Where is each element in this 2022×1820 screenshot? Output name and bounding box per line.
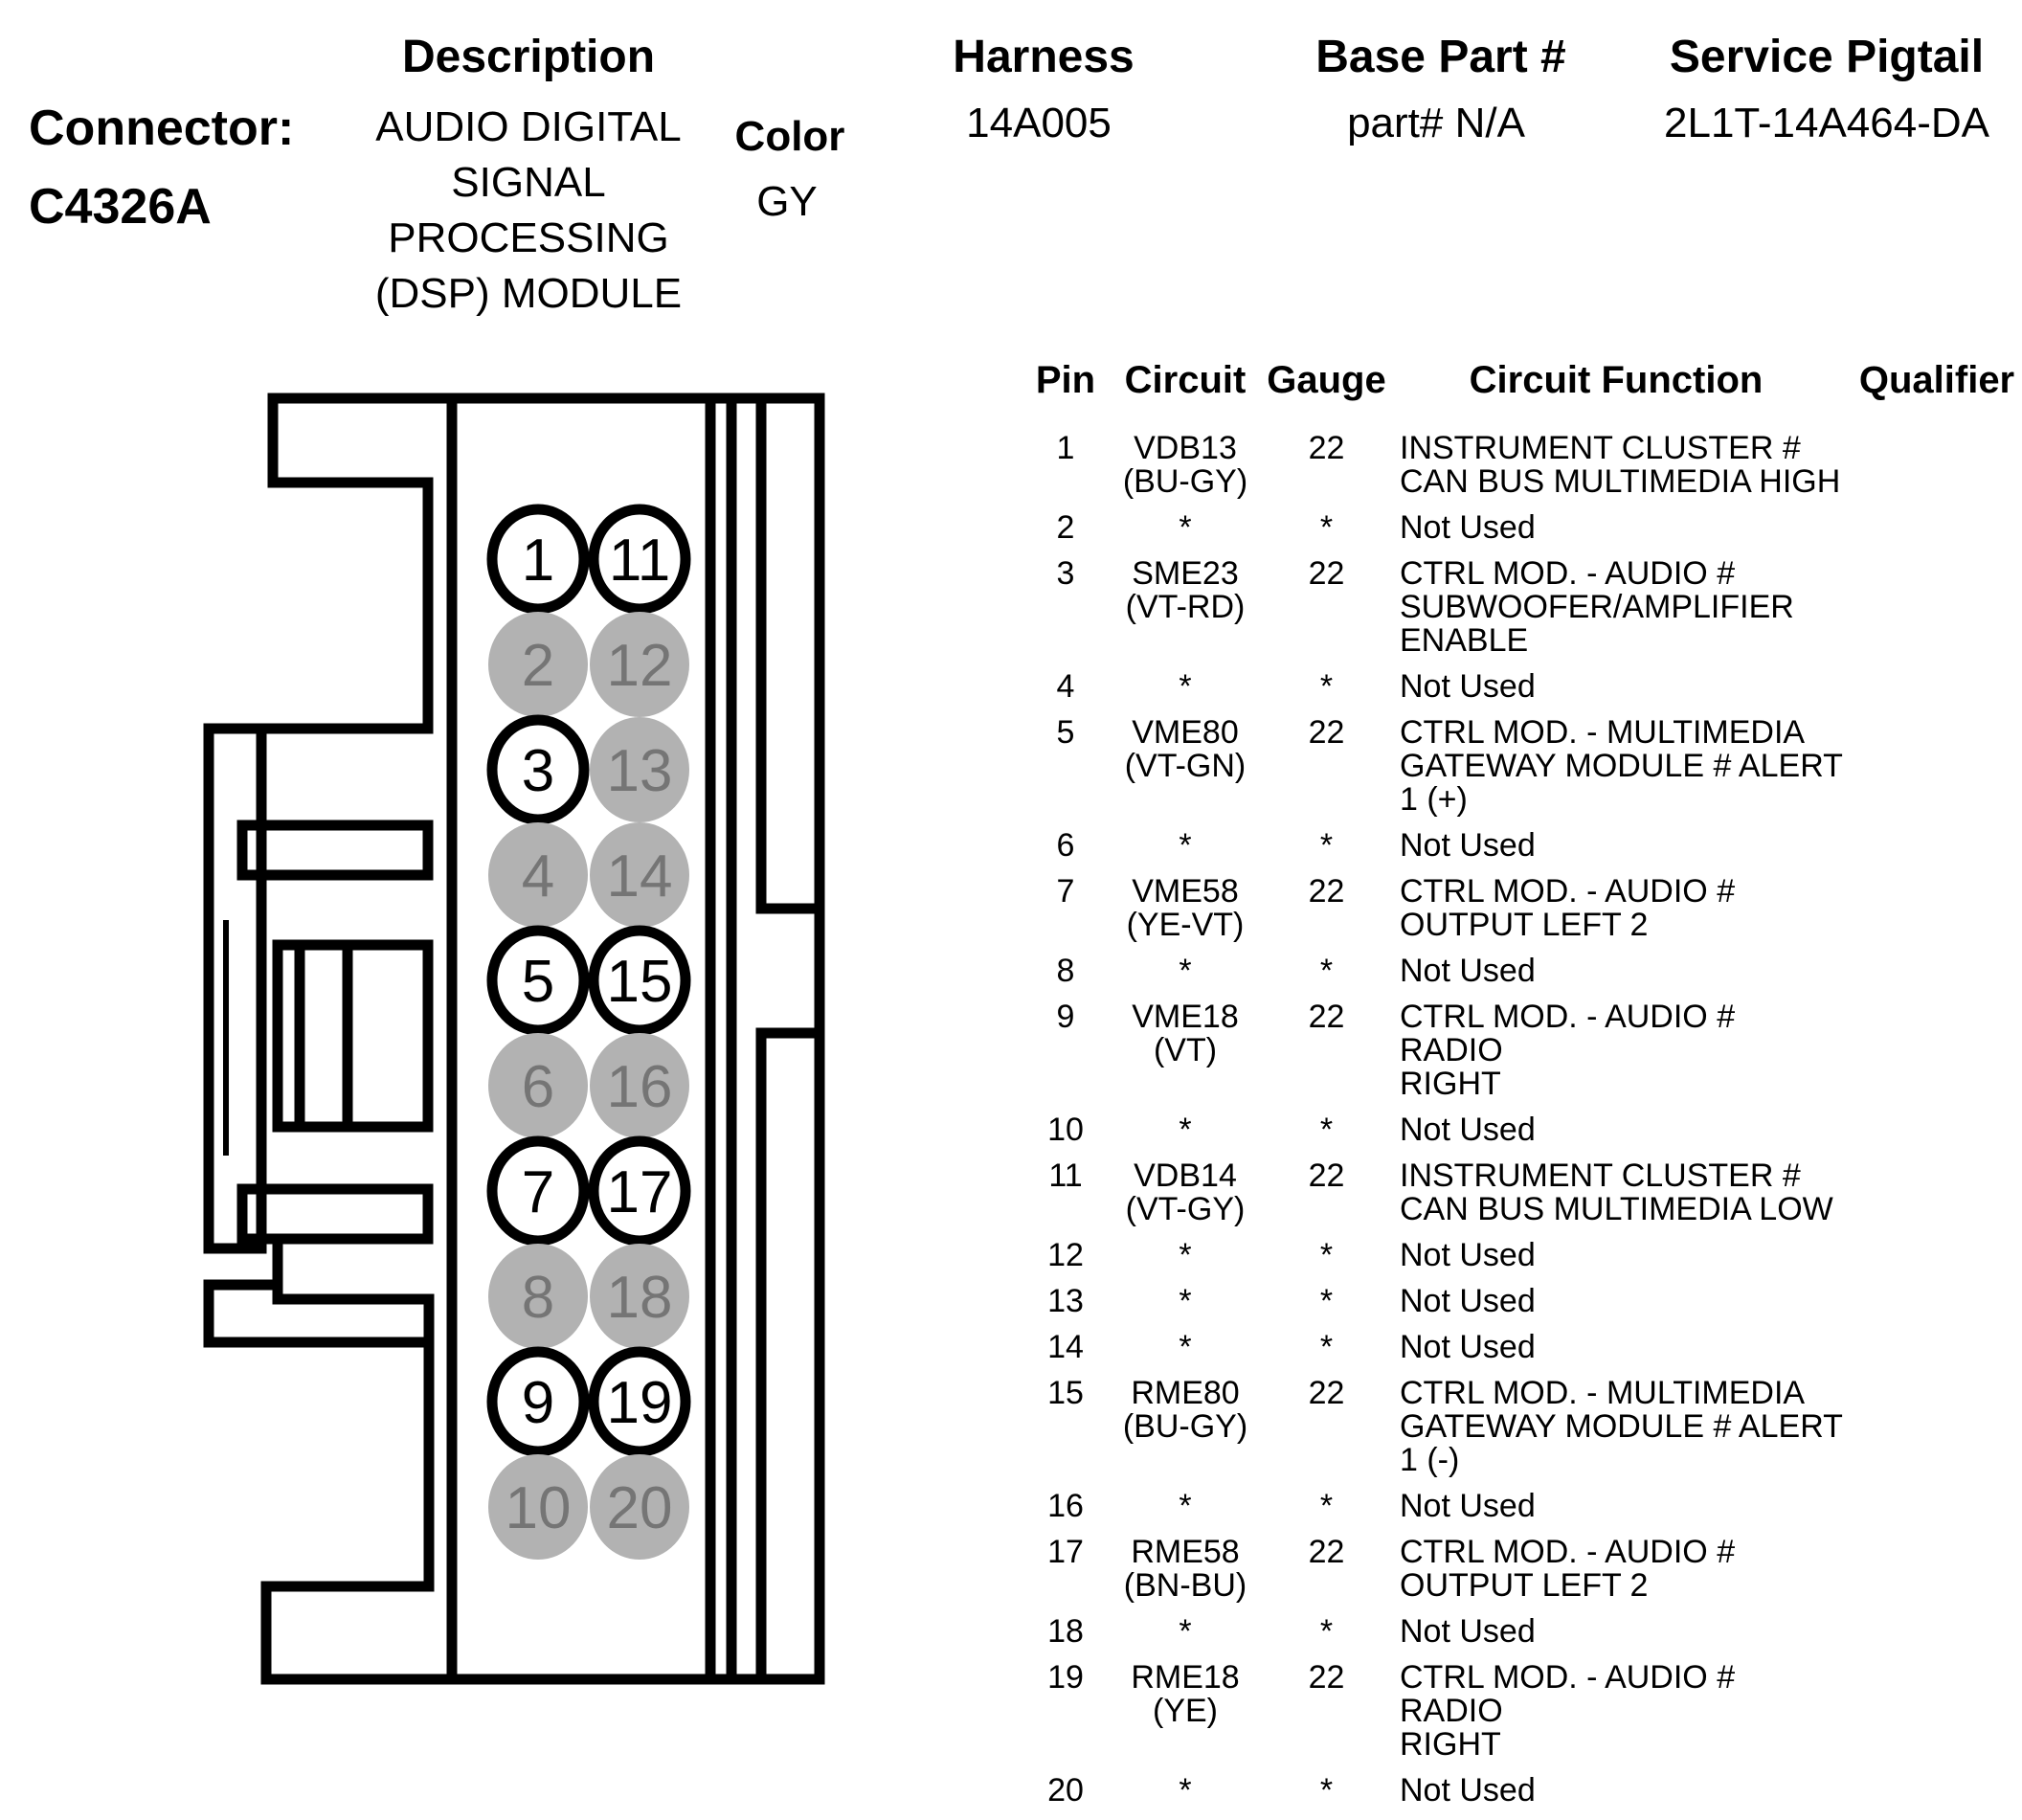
- pin-number-18: 18: [606, 1265, 673, 1331]
- table-row: [1027, 1159, 2022, 1226]
- cell-circuit: RME58 (BN-BU): [1123, 1534, 1247, 1604]
- connector-pins: [488, 509, 689, 1560]
- pin-number-11: 11: [608, 528, 671, 594]
- cell-circuit: *: [1179, 827, 1192, 864]
- cell-pin: 11: [1048, 1157, 1083, 1194]
- pin-number-9: 9: [521, 1370, 555, 1436]
- description-line: (DSP) MODULE: [374, 270, 683, 317]
- cell-gauge: 22: [1308, 1375, 1345, 1411]
- table-row: [1027, 670, 2022, 704]
- cell-gauge: 22: [1308, 873, 1345, 910]
- cell-pin: 20: [1047, 1772, 1084, 1809]
- table-row: [1027, 955, 2022, 988]
- table-body: [1027, 432, 2022, 1808]
- table-row: [1027, 1331, 2022, 1364]
- cell-circuit: RME18 (YE): [1131, 1659, 1240, 1729]
- col-header-qualifier: Qualifier: [1858, 359, 2015, 401]
- description-header: Description: [401, 32, 656, 82]
- cell-pin: 4: [1056, 668, 1075, 705]
- cell-circuit: *: [1179, 668, 1192, 705]
- table-row: [1027, 1377, 2022, 1477]
- table-row: [1027, 511, 2022, 545]
- connector-label: Connector:: [29, 101, 295, 156]
- cell-circuit-function: Not Used: [1400, 953, 1536, 989]
- table-row: [1027, 432, 2022, 499]
- cell-qualifier: [1846, 1615, 2022, 1649]
- cell-pin: 19: [1047, 1659, 1084, 1696]
- cell-gauge: *: [1319, 1772, 1334, 1809]
- cell-qualifier: [1846, 1113, 2022, 1147]
- cell-pin: 5: [1056, 714, 1075, 751]
- description-text: [375, 100, 682, 322]
- cell-pin: 15: [1047, 1375, 1084, 1411]
- table-row: [1027, 829, 2022, 863]
- pin-number-5: 5: [521, 949, 555, 1015]
- table-row: [1027, 1113, 2022, 1147]
- cell-pin: 14: [1047, 1329, 1084, 1365]
- pin-number-12: 12: [606, 633, 673, 699]
- pin-number-8: 8: [521, 1265, 555, 1331]
- pin-number-17: 17: [606, 1159, 673, 1225]
- table-row: [1027, 875, 2022, 942]
- color-header: Color: [734, 113, 845, 160]
- cell-circuit: VME80 (VT-GN): [1124, 714, 1247, 784]
- cell-pin: 9: [1056, 999, 1075, 1035]
- harness-header: Harness: [953, 32, 1135, 82]
- table-row: [1027, 1490, 2022, 1523]
- service-pigtail-value: 2L1T-14A464-DA: [1664, 100, 1989, 146]
- cell-circuit: *: [1179, 509, 1192, 546]
- col-header-pin: Pin: [1035, 359, 1096, 401]
- table-row: [1027, 716, 2022, 817]
- cell-qualifier: [1846, 1000, 2022, 1101]
- table-header-row: [1027, 360, 2022, 400]
- description-line: AUDIO DIGITAL: [375, 103, 682, 150]
- cell-circuit: VME18 (VT): [1132, 999, 1239, 1068]
- cell-pin: 16: [1047, 1488, 1084, 1524]
- cell-qualifier: [1846, 829, 2022, 863]
- cell-circuit-function: CTRL MOD. - AUDIO # RADIO RIGHT: [1400, 999, 1736, 1102]
- pin-number-19: 19: [606, 1370, 673, 1436]
- pin-number-14: 14: [606, 843, 673, 910]
- cell-gauge: *: [1319, 1488, 1334, 1524]
- cell-circuit-function: CTRL MOD. - AUDIO # OUTPUT LEFT 2: [1400, 873, 1736, 943]
- cell-pin: 8: [1056, 953, 1075, 989]
- cell-pin: 7: [1056, 873, 1075, 910]
- service-pigtail-header: Service Pigtail: [1669, 32, 1985, 82]
- col-header-function: Circuit Function: [1469, 359, 1764, 401]
- pin-number-6: 6: [521, 1054, 555, 1120]
- table-row: [1027, 1615, 2022, 1649]
- cell-pin: 1: [1056, 430, 1075, 466]
- cell-qualifier: [1846, 1774, 2022, 1808]
- cell-pin: 18: [1047, 1613, 1084, 1650]
- cell-circuit: VDB13 (BU-GY): [1122, 430, 1248, 500]
- cell-circuit: *: [1179, 1329, 1192, 1365]
- cell-gauge: 22: [1308, 430, 1345, 466]
- cell-circuit-function: CTRL MOD. - AUDIO # SUBWOOFER/AMPLIFIER ENABLE: [1400, 555, 1794, 659]
- cell-circuit-function: CTRL MOD. - MULTIMEDIA GATEWAY MODULE # ALERT 1 (-): [1400, 1375, 1843, 1478]
- cell-circuit: RME80 (BU-GY): [1122, 1375, 1248, 1445]
- cell-circuit: *: [1179, 1237, 1192, 1273]
- pin-number-20: 20: [606, 1475, 673, 1541]
- cell-gauge: *: [1319, 668, 1334, 705]
- cell-circuit: SME23 (VT-RD): [1125, 555, 1246, 625]
- cell-pin: 17: [1047, 1534, 1084, 1570]
- cell-qualifier: [1846, 1331, 2022, 1364]
- cell-qualifier: [1846, 1377, 2022, 1477]
- cell-pin: 6: [1056, 827, 1075, 864]
- pin-number-10: 10: [505, 1475, 572, 1541]
- pin-number-16: 16: [606, 1054, 673, 1120]
- pin-number-13: 13: [606, 738, 673, 804]
- cell-qualifier: [1846, 1490, 2022, 1523]
- pin-number-4: 4: [521, 843, 555, 910]
- base-part-value: part# N/A: [1347, 100, 1525, 146]
- cell-circuit-function: INSTRUMENT CLUSTER # CAN BUS MULTIMEDIA HIGH: [1400, 430, 1841, 500]
- cell-circuit: *: [1179, 1613, 1192, 1650]
- pin-number-7: 7: [521, 1159, 555, 1225]
- cell-circuit: VME58 (YE-VT): [1126, 873, 1245, 943]
- cell-gauge: *: [1319, 1329, 1334, 1365]
- connector-drawing: [144, 387, 833, 1746]
- base-part-header: Base Part #: [1315, 32, 1566, 82]
- cell-circuit: *: [1179, 1112, 1192, 1148]
- cell-circuit: *: [1179, 1488, 1192, 1524]
- cell-qualifier: [1846, 511, 2022, 545]
- cell-circuit-function: Not Used: [1400, 1283, 1536, 1319]
- cell-gauge: *: [1319, 1613, 1334, 1650]
- cell-circuit-function: Not Used: [1400, 668, 1536, 705]
- cell-qualifier: [1846, 432, 2022, 499]
- pin-number-2: 2: [521, 633, 555, 699]
- cell-circuit-function: INSTRUMENT CLUSTER # CAN BUS MULTIMEDIA LOW: [1400, 1157, 1833, 1227]
- cell-pin: 13: [1047, 1283, 1084, 1319]
- cell-circuit-function: Not Used: [1400, 1772, 1536, 1809]
- table-row: [1027, 557, 2022, 658]
- cell-gauge: 22: [1308, 555, 1345, 592]
- description-line: PROCESSING: [388, 214, 669, 261]
- cell-qualifier: [1846, 1159, 2022, 1226]
- pin-number-15: 15: [606, 949, 673, 1015]
- cell-qualifier: [1846, 1285, 2022, 1318]
- color-value: GY: [756, 178, 818, 225]
- cell-circuit-function: CTRL MOD. - AUDIO # OUTPUT LEFT 2: [1400, 1534, 1736, 1604]
- cell-gauge: 22: [1308, 1659, 1345, 1696]
- pin-number-3: 3: [521, 738, 555, 804]
- cell-circuit-function: Not Used: [1400, 827, 1536, 864]
- cell-pin: 3: [1056, 555, 1075, 592]
- pin-table: [1027, 360, 2022, 1820]
- cell-gauge: *: [1319, 827, 1334, 864]
- connector-id: C4326A: [29, 179, 212, 235]
- table-row: [1027, 1661, 2022, 1762]
- cell-circuit-function: Not Used: [1400, 1329, 1536, 1365]
- cell-qualifier: [1846, 557, 2022, 658]
- harness-value: 14A005: [966, 100, 1112, 146]
- table-row: [1027, 1285, 2022, 1318]
- cell-pin: 2: [1056, 509, 1075, 546]
- cell-qualifier: [1846, 1536, 2022, 1603]
- cell-gauge: *: [1319, 953, 1334, 989]
- cell-circuit: VDB14 (VT-GY): [1125, 1157, 1246, 1227]
- cell-pin: 12: [1047, 1237, 1084, 1273]
- table-row: [1027, 1000, 2022, 1101]
- table-row: [1027, 1774, 2022, 1808]
- cell-circuit-function: CTRL MOD. - MULTIMEDIA GATEWAY MODULE # ALERT 1 (+): [1400, 714, 1843, 818]
- cell-gauge: 22: [1308, 999, 1345, 1035]
- cell-circuit-function: Not Used: [1400, 1112, 1536, 1148]
- cell-qualifier: [1846, 1661, 2022, 1762]
- cell-qualifier: [1846, 955, 2022, 988]
- cell-circuit: *: [1179, 1772, 1192, 1809]
- cell-circuit: *: [1179, 1283, 1192, 1319]
- cell-gauge: *: [1319, 1237, 1334, 1273]
- cell-circuit-function: Not Used: [1400, 509, 1536, 546]
- cell-qualifier: [1846, 716, 2022, 817]
- cell-circuit-function: CTRL MOD. - AUDIO # RADIO RIGHT: [1400, 1659, 1736, 1763]
- cell-circuit-function: Not Used: [1400, 1488, 1536, 1524]
- cell-pin: 10: [1047, 1112, 1084, 1148]
- cell-gauge: 22: [1308, 1534, 1345, 1570]
- table-row: [1027, 1536, 2022, 1603]
- cell-qualifier: [1846, 1239, 2022, 1272]
- cell-gauge: 22: [1308, 1157, 1345, 1194]
- col-header-gauge: Gauge: [1267, 359, 1386, 401]
- cell-gauge: *: [1319, 509, 1334, 546]
- cell-circuit-function: Not Used: [1400, 1237, 1536, 1273]
- cell-qualifier: [1846, 670, 2022, 704]
- cell-circuit: *: [1179, 953, 1192, 989]
- col-header-circuit: Circuit: [1124, 359, 1247, 401]
- cell-gauge: *: [1319, 1283, 1334, 1319]
- pin-number-1: 1: [521, 528, 555, 594]
- cell-gauge: *: [1319, 1112, 1334, 1148]
- description-line: SIGNAL: [451, 159, 606, 206]
- table-row: [1027, 1239, 2022, 1272]
- cell-qualifier: [1846, 875, 2022, 942]
- cell-gauge: 22: [1308, 714, 1345, 751]
- cell-circuit-function: Not Used: [1400, 1613, 1536, 1650]
